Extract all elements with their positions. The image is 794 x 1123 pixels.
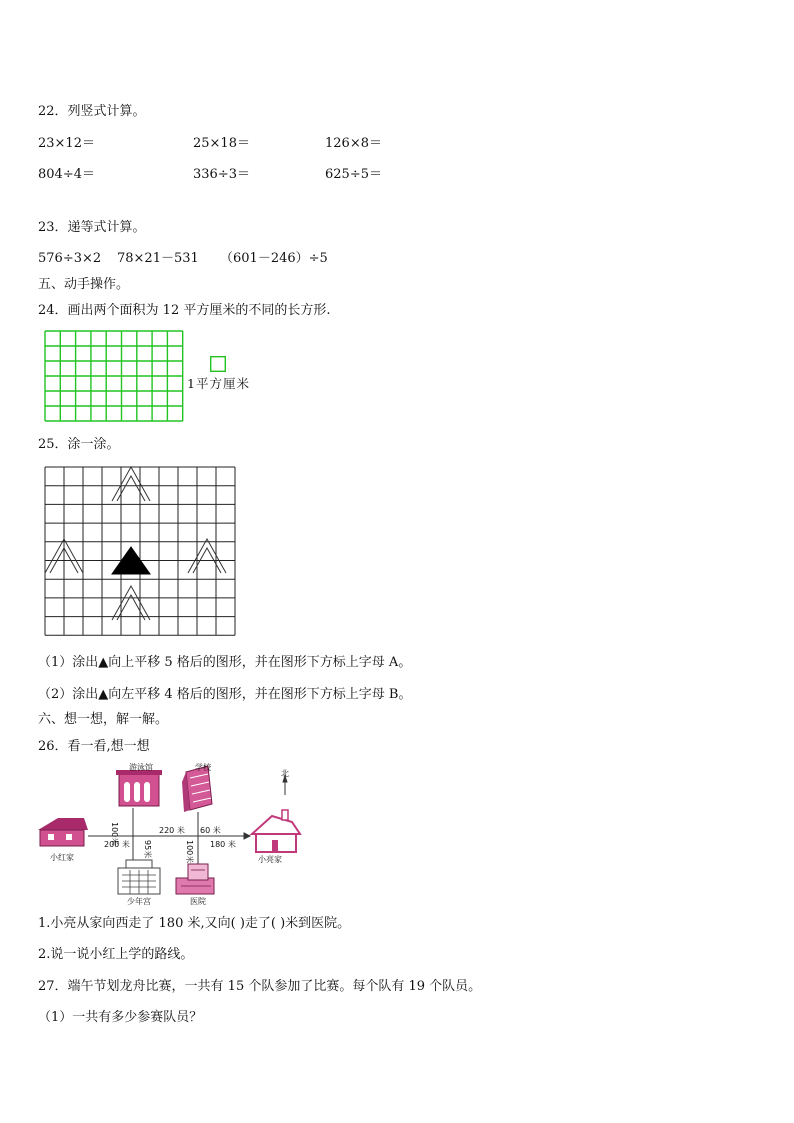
q23-title: 23．递等式计算。 xyxy=(38,220,146,235)
q25-title: 25．涂一涂。 xyxy=(38,437,120,452)
label-xiaohong-home: 小红家 xyxy=(50,853,74,862)
label-200m: 200 米 xyxy=(104,840,130,849)
q23-expr-2: 78×21－531 xyxy=(117,251,199,266)
label-180m: 180 米 xyxy=(210,840,236,849)
q22-expr-5: 336÷3＝ xyxy=(193,167,250,182)
q27-sub-1: （1）一共有多少参赛队员？ xyxy=(38,1010,203,1025)
xiaohong-home-icon xyxy=(38,818,88,846)
hospital-icon xyxy=(176,864,214,894)
q25-sub-2: （2）涂出▲向左平移 4 格后的图形，并在图形下方标上字母 B。 xyxy=(38,687,412,702)
label-95m-vertical: 95米 xyxy=(143,840,152,859)
unit-square-label: 1平方厘米 xyxy=(187,376,250,391)
q26-route-map xyxy=(36,760,316,910)
unit-square-icon xyxy=(210,356,226,372)
q24-title: 24．画出两个面积为 12 平方厘米的不同的长方形. xyxy=(38,303,331,318)
q25-sub-1: （1）涂出▲向上平移 5 格后的图形，并在图形下方标上字母 A。 xyxy=(38,655,412,670)
label-swimming-hall: 游泳馆 xyxy=(129,763,153,772)
q23-expr-1: 576÷3×2 xyxy=(38,251,102,266)
label-220m: 220 米 xyxy=(159,826,185,835)
q22-expr-1: 23×12＝ xyxy=(38,136,95,151)
q26-sub-1: 1.小亮从家向西走了 180 米,又向( )走了( )米到医院。 xyxy=(38,916,351,931)
section-5-heading: 五、动手操作。 xyxy=(38,277,130,292)
label-xiaoliang-home: 小亮家 xyxy=(258,855,282,864)
school-icon xyxy=(182,766,212,812)
q22-expr-3: 126×8＝ xyxy=(325,136,382,151)
q25-grid xyxy=(45,467,237,637)
q22-expr-6: 625÷5＝ xyxy=(325,167,382,182)
q26-title: 26．看一看,想一想 xyxy=(38,739,150,754)
label-100m-vertical-down: 100米 xyxy=(185,840,194,864)
q27-title: 27．端午节划龙舟比赛，一共有 15 个队参加了比赛。每个队有 19 个队员。 xyxy=(38,979,482,994)
q24-green-grid xyxy=(45,331,185,423)
youth-palace-icon xyxy=(118,860,160,894)
q23-expr-3: （601－246）÷5 xyxy=(220,251,328,266)
ghost-triangle-outlines xyxy=(45,467,226,620)
label-youth-palace: 少年宫 xyxy=(127,897,151,906)
q22-expr-2: 25×18＝ xyxy=(193,136,250,151)
xiaoliang-home-icon xyxy=(252,810,300,852)
label-60m: 60 米 xyxy=(200,826,221,835)
swimming-hall-icon xyxy=(116,770,162,806)
q26-sub-2: 2.说一说小红上学的路线。 xyxy=(38,947,194,962)
label-100m-vertical-up: 100米 xyxy=(110,822,119,846)
q22-expr-4: 804÷4＝ xyxy=(38,167,95,182)
label-hospital: 医院 xyxy=(190,897,206,906)
section-6-heading: 六、想一想，解一解。 xyxy=(38,712,169,727)
q22-title: 22．列竖式计算。 xyxy=(38,104,146,119)
label-north: 北 xyxy=(281,769,289,778)
label-school: 学校 xyxy=(195,763,211,772)
